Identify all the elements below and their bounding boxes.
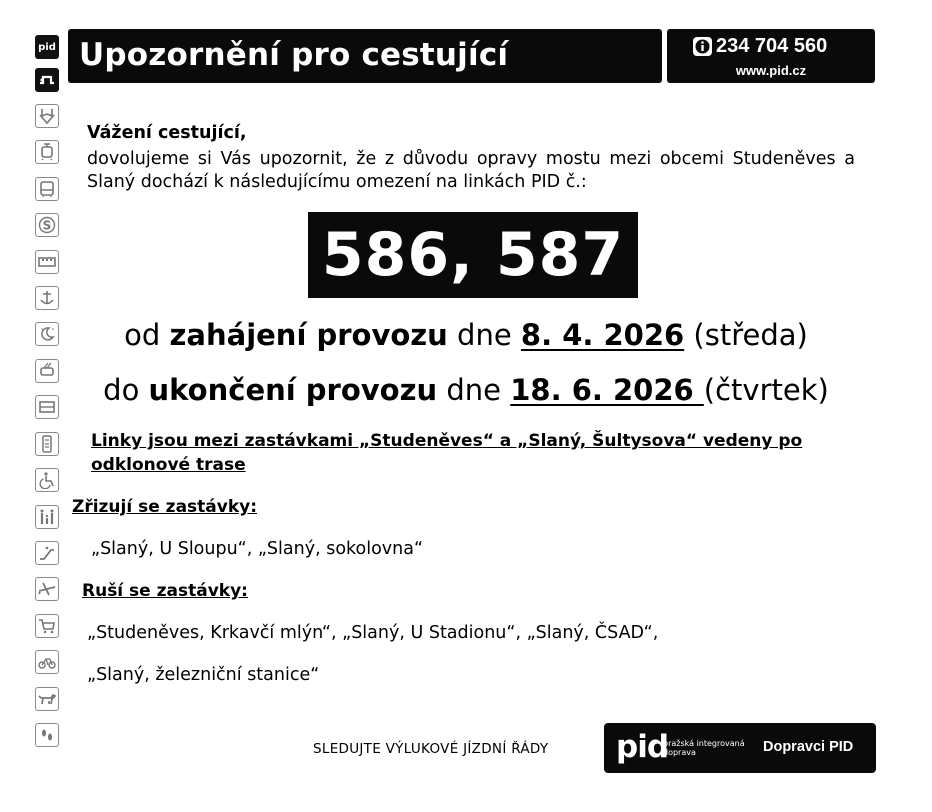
pid-logo: pid <box>616 729 669 765</box>
new-stops-list: „Slaný, U Sloupu“, „Slaný, sokolovna“ <box>91 539 424 559</box>
phone-number: 234 704 560 <box>716 35 828 57</box>
from-prefix: od <box>124 318 170 352</box>
bus-icon <box>35 177 59 201</box>
to-bold: ukončení provozu <box>148 373 438 407</box>
affected-lines: 586, 587 <box>308 212 638 298</box>
metro-icon <box>35 104 59 128</box>
header-bar <box>68 29 662 83</box>
phone-line <box>693 35 827 58</box>
pid-sub-line-2: doprava <box>663 748 696 757</box>
wheelchair-icon <box>35 468 59 492</box>
footer-instruction: SLEDUJTE VÝLUKOVÉ JÍZDNÍ ŘÁDY <box>313 741 549 757</box>
contact-box <box>667 29 875 83</box>
family-icon <box>35 505 59 529</box>
svg-text:S: S <box>42 218 52 233</box>
train-icon <box>35 250 59 274</box>
airplane-icon <box>35 577 59 601</box>
page-title: Upozornění pro cestující <box>79 37 509 73</box>
cancelled-stops-heading: Ruší se zastávky: <box>82 581 248 601</box>
ferry-icon <box>35 286 59 310</box>
to-mid: dne <box>437 373 511 407</box>
website-link[interactable]: www.pid.cz <box>735 63 807 78</box>
dog-icon <box>35 687 59 711</box>
pid-logo-subtitle <box>663 739 745 757</box>
phone-icon <box>35 432 59 456</box>
metro-train-icon <box>35 68 59 92</box>
from-date: 8. 4. 2026 <box>520 318 685 352</box>
validity-to <box>0 373 932 407</box>
cancelled-stops-list-cont: „Slaný, železniční stanice“ <box>87 665 320 685</box>
escalator-icon <box>35 541 59 565</box>
intro-paragraph: dovolujeme si Vás upozornit, že z důvodu opravy mostu mezi obcemi Studeněves a Slaný dochází k následujícímu omezení na linkách PID č.: <box>87 149 855 192</box>
bicycle-icon <box>35 650 59 674</box>
tram-icon <box>35 140 59 164</box>
pid-mini-logo: pid <box>35 35 59 59</box>
footer-badge <box>604 723 876 773</box>
validity-from <box>0 318 932 352</box>
pid-sub-line-1: pražská integrovaná <box>663 739 745 748</box>
route-note: Linky jsou mezi zastávkami „Studeněves“ a „Slaný, Šultysova“ vedeny po odklonové trase <box>91 431 803 475</box>
footsteps-icon <box>35 723 59 747</box>
to-date: 18. 6. 2026 <box>510 373 704 407</box>
from-mid: dne <box>447 318 521 352</box>
from-suffix: (středa) <box>684 318 808 352</box>
new-stops-heading: Zřizují se zastávky: <box>72 497 258 517</box>
shopping-cart-icon <box>35 614 59 638</box>
rail-s-icon <box>35 213 59 237</box>
carrier-label: Dopravci PID <box>763 739 854 755</box>
from-bold: zahájení provozu <box>169 318 448 352</box>
to-suffix: (čtvrtek) <box>703 373 829 407</box>
info-icon <box>693 37 712 56</box>
to-prefix: do <box>103 373 149 407</box>
cancelled-stops-list: „Studeněves, Krkavčí mlýn“, „Slaný, U Stadionu“, „Slaný, ČSAD“, <box>87 623 659 643</box>
greeting: Vážení cestující, <box>87 123 247 143</box>
